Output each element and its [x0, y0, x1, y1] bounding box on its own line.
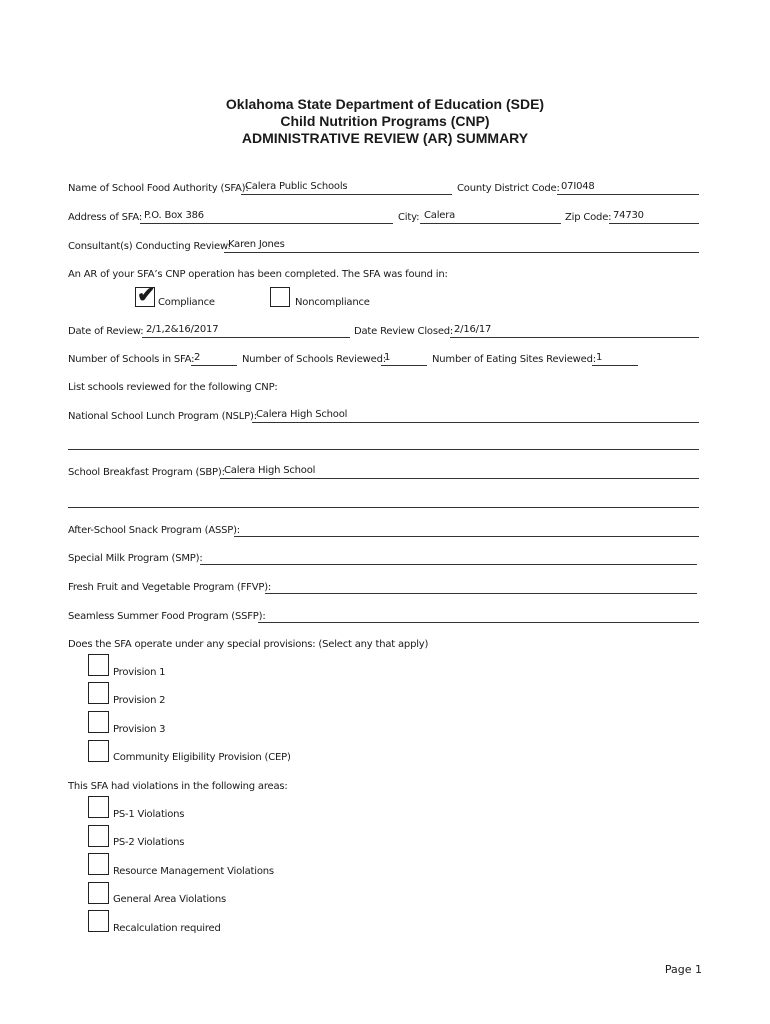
- resource-mgmt-label: Resource Management Violations: [113, 866, 274, 877]
- num-reviewed-line[interactable]: [381, 365, 427, 366]
- noncompliance-checkbox[interactable]: [270, 287, 290, 307]
- county-code-label: County District Code:: [457, 183, 560, 194]
- num-schools-line[interactable]: [191, 365, 237, 366]
- ps2-checkbox[interactable]: [88, 825, 109, 847]
- nslp-line-2[interactable]: [68, 449, 699, 450]
- resource-mgmt-checkbox[interactable]: [88, 853, 109, 875]
- address-line[interactable]: [140, 223, 393, 224]
- num-schools-value: 2: [194, 352, 201, 363]
- date-closed-line[interactable]: [450, 337, 699, 338]
- ps1-label: PS-1 Violations: [113, 809, 185, 820]
- provision-1-checkbox[interactable]: [88, 654, 109, 676]
- date-review-value: 2/1,2&16/2017: [146, 324, 219, 335]
- address-label: Address of SFA:: [68, 212, 143, 223]
- county-code-line[interactable]: [557, 194, 699, 195]
- cep-label: Community Eligibility Provision (CEP): [113, 752, 291, 763]
- page-number: Page 1: [664, 963, 702, 976]
- date-review-label: Date of Review:: [68, 326, 144, 337]
- zip-value: 74730: [613, 210, 644, 221]
- recalculation-label: Recalculation required: [113, 923, 221, 934]
- ps2-label: PS-2 Violations: [113, 837, 185, 848]
- city-line[interactable]: [420, 223, 561, 224]
- recalculation-checkbox[interactable]: [88, 910, 109, 932]
- num-schools-label: Number of Schools in SFA:: [68, 354, 195, 365]
- ssfp-line[interactable]: [258, 622, 699, 623]
- ffvp-label: Fresh Fruit and Vegetable Program (FFVP):: [68, 582, 272, 593]
- ffvp-line[interactable]: [265, 593, 697, 594]
- date-review-line[interactable]: [142, 337, 350, 338]
- num-reviewed-value: 1: [384, 352, 391, 363]
- provision-3-label: Provision 3: [113, 724, 166, 735]
- sfa-name-line[interactable]: [241, 194, 452, 195]
- checkmark-icon: ✔: [137, 282, 156, 307]
- provision-2-label: Provision 2: [113, 695, 166, 706]
- num-sites-line[interactable]: [592, 365, 638, 366]
- general-area-checkbox[interactable]: [88, 882, 109, 904]
- sbp-label: School Breakfast Program (SBP):: [68, 467, 225, 478]
- smp-label: Special Milk Program (SMP):: [68, 553, 203, 564]
- date-closed-label: Date Review Closed:: [354, 326, 454, 337]
- zip-label: Zip Code:: [565, 212, 612, 223]
- provision-2-checkbox[interactable]: [88, 682, 109, 704]
- list-schools-label: List schools reviewed for the following CNP:: [68, 382, 278, 393]
- date-closed-value: 2/16/17: [454, 324, 492, 335]
- zip-line[interactable]: [609, 223, 699, 224]
- ps1-checkbox[interactable]: [88, 796, 109, 818]
- nslp-line[interactable]: [252, 422, 699, 423]
- assp-line[interactable]: [234, 536, 699, 537]
- consultant-line[interactable]: [224, 252, 699, 253]
- smp-line[interactable]: [200, 564, 697, 565]
- consultant-label: Consultant(s) Conducting Review:: [68, 241, 231, 252]
- violations-question: This SFA had violations in the following areas:: [68, 781, 288, 792]
- city-label: City:: [398, 212, 420, 223]
- num-sites-value: 1: [596, 352, 603, 363]
- num-reviewed-label: Number of Schools Reviewed:: [242, 354, 386, 365]
- compliance-checkbox[interactable]: [135, 282, 156, 307]
- provisions-question: Does the SFA operate under any special provisions: (Select any that apply): [68, 639, 429, 650]
- consultant-value: Karen Jones: [228, 239, 285, 250]
- sbp-line[interactable]: [220, 478, 699, 479]
- sbp-value: Calera High School: [224, 465, 316, 476]
- sbp-line-2[interactable]: [68, 507, 699, 508]
- ssfp-label: Seamless Summer Food Program (SSFP):: [68, 611, 266, 622]
- provision-3-checkbox[interactable]: [88, 711, 109, 733]
- doc-title-line3: ADMINISTRATIVE REVIEW (AR) SUMMARY: [241, 130, 529, 146]
- sfa-name-value: Calera Public Schools: [245, 181, 348, 192]
- cep-checkbox[interactable]: [88, 740, 109, 762]
- sfa-name-label: Name of School Food Authority (SFA):: [68, 183, 249, 194]
- general-area-label: General Area Violations: [113, 894, 226, 905]
- county-code-value: 07I048: [561, 181, 595, 192]
- nslp-value: Calera High School: [256, 409, 348, 420]
- doc-title-line1: Oklahoma State Department of Education (SDE): [225, 96, 545, 112]
- noncompliance-label: Noncompliance: [295, 297, 370, 308]
- city-value: Calera: [424, 210, 456, 221]
- nslp-label: National School Lunch Program (NSLP):: [68, 411, 257, 422]
- provision-1-label: Provision 1: [113, 667, 166, 678]
- num-sites-label: Number of Eating Sites Reviewed:: [432, 354, 596, 365]
- address-value: P.O. Box 386: [144, 210, 204, 221]
- assp-label: After-School Snack Program (ASSP):: [68, 525, 240, 536]
- compliance-label: Compliance: [158, 297, 215, 308]
- ar-statement: An AR of your SFA’s CNP operation has been completed. The SFA was found in:: [68, 269, 448, 280]
- doc-title-line2: Child Nutrition Programs (CNP): [280, 113, 490, 129]
